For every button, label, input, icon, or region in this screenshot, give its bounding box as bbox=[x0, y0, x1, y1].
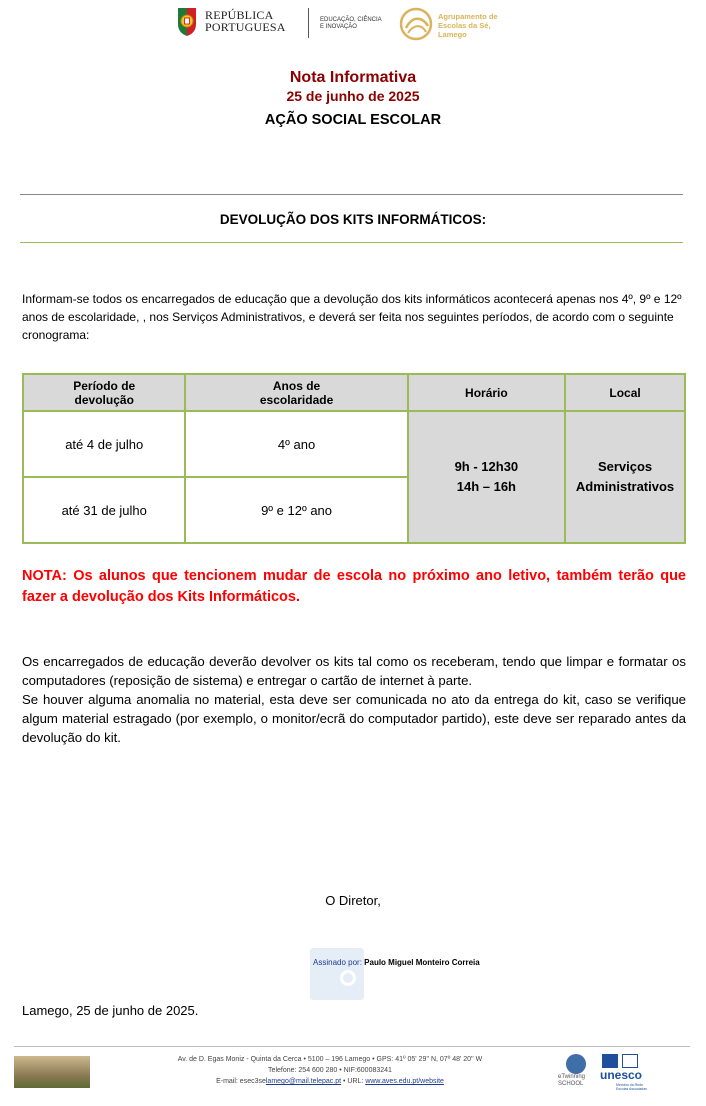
unesco-temple-icon bbox=[602, 1054, 618, 1068]
body-text bbox=[22, 652, 686, 747]
body-paragraph-2: Se houver alguma anomalia no material, esta deve ser comunicada no ato da entrega do kit, caso se verifique algum material estragado (por exemplo, o monitor/ecrã do computador partido), este deve ser reparado antes da devolução do kit. bbox=[22, 692, 686, 745]
republic-name: REPÚBLICA PORTUGUESA bbox=[205, 8, 286, 34]
document-subtitle: AÇÃO SOCIAL ESCOLAR bbox=[264, 112, 442, 128]
director-label: O Diretor, bbox=[325, 893, 381, 908]
row-years: 4º ano bbox=[185, 411, 407, 477]
etwinning-icon bbox=[566, 1054, 586, 1074]
footer-email-line: E-mail: esec3selamego@mail.telepac.pt • URL: www.aves.edu.pt/website bbox=[216, 1078, 444, 1085]
header-period: Período de devolução bbox=[23, 374, 185, 411]
footer-contact bbox=[120, 1054, 540, 1087]
title-block bbox=[0, 68, 706, 129]
digital-signature: Assinado por: Paulo Miguel Monteiro Correia bbox=[313, 958, 480, 967]
ministry-name: EDUCAÇÃO, CIÊNCIA E INOVAÇÃO bbox=[320, 17, 382, 30]
page-footer bbox=[0, 1046, 706, 1104]
unesco-network-icon bbox=[622, 1054, 638, 1068]
section-rule-top bbox=[20, 194, 683, 195]
location-cell: Serviços Administrativos bbox=[565, 411, 685, 543]
body-paragraph-1: Os encarregados de educação deverão devolver os kits tal como os receberam, tendo que limpar e formatar os computadores (reposição de sistema) e entregar o cartão de internet à parte. bbox=[22, 654, 686, 688]
website-link[interactable]: www.aves.edu.pt/website bbox=[365, 1078, 444, 1085]
section-rule-bottom bbox=[20, 242, 683, 243]
footer-phone: Telefone: 254 600 280 • NIF:600083241 bbox=[268, 1067, 392, 1074]
table-header-row bbox=[23, 374, 685, 411]
school-photo bbox=[14, 1056, 90, 1088]
schedule-table bbox=[22, 373, 686, 544]
row-period: até 4 de julho bbox=[23, 411, 185, 477]
signature-stamp-icon bbox=[310, 948, 364, 1000]
agrupamento-logo-icon bbox=[398, 6, 434, 42]
page-header bbox=[0, 4, 706, 44]
agrupamento-name: Agrupamento de Escolas da Sé, Lamego bbox=[438, 12, 498, 39]
header-divider bbox=[308, 8, 309, 38]
table-row bbox=[23, 411, 685, 477]
header-schedule: Horário bbox=[408, 374, 565, 411]
unesco-logo: unesco Membro da Rede Escolas Associadas bbox=[600, 1054, 660, 1092]
email-link[interactable]: lamego@mail.telepac.pt bbox=[265, 1078, 342, 1085]
nota-warning: NOTA: Os alunos que tencionem mudar de escola no próximo ano letivo, também terão que fazer a devolução dos Kits Informáticos. bbox=[22, 568, 686, 605]
intro-paragraph: Informam-se todos os encarregados de educação que a devolução dos kits informáticos acontecerá apenas nos 4º, 9º e 12º anos de escolaridade, , nos Serviços Administrativos, e deverá ser feita nos seguintes períodos, de acordo com o seguinte cronograma: bbox=[22, 292, 682, 342]
schedule-cell: 9h - 12h30 14h – 16h bbox=[408, 411, 565, 543]
footer-address: Av. de D. Egas Moniz - Quinta da Cerca • 5100 – 196 Lamego • GPS: 41º 05' 29'' N, 07º 48' 20'' W bbox=[177, 1056, 483, 1063]
row-years: 9º e 12º ano bbox=[185, 477, 407, 543]
section-title: DEVOLUÇÃO DOS KITS INFORMÁTICOS: bbox=[219, 212, 487, 227]
footer-rule bbox=[14, 1046, 690, 1047]
portugal-emblem-icon bbox=[175, 6, 199, 38]
document-title: Nota Informativa bbox=[289, 69, 417, 86]
document-date: 25 de junho de 2025 bbox=[286, 88, 420, 104]
header-years: Anos de escolaridade bbox=[185, 374, 407, 411]
header-location: Local bbox=[565, 374, 685, 411]
etwinning-logo: eTwinning SCHOOL bbox=[558, 1054, 596, 1090]
row-period: até 31 de julho bbox=[23, 477, 185, 543]
place-date: Lamego, 25 de junho de 2025. bbox=[22, 1003, 199, 1018]
